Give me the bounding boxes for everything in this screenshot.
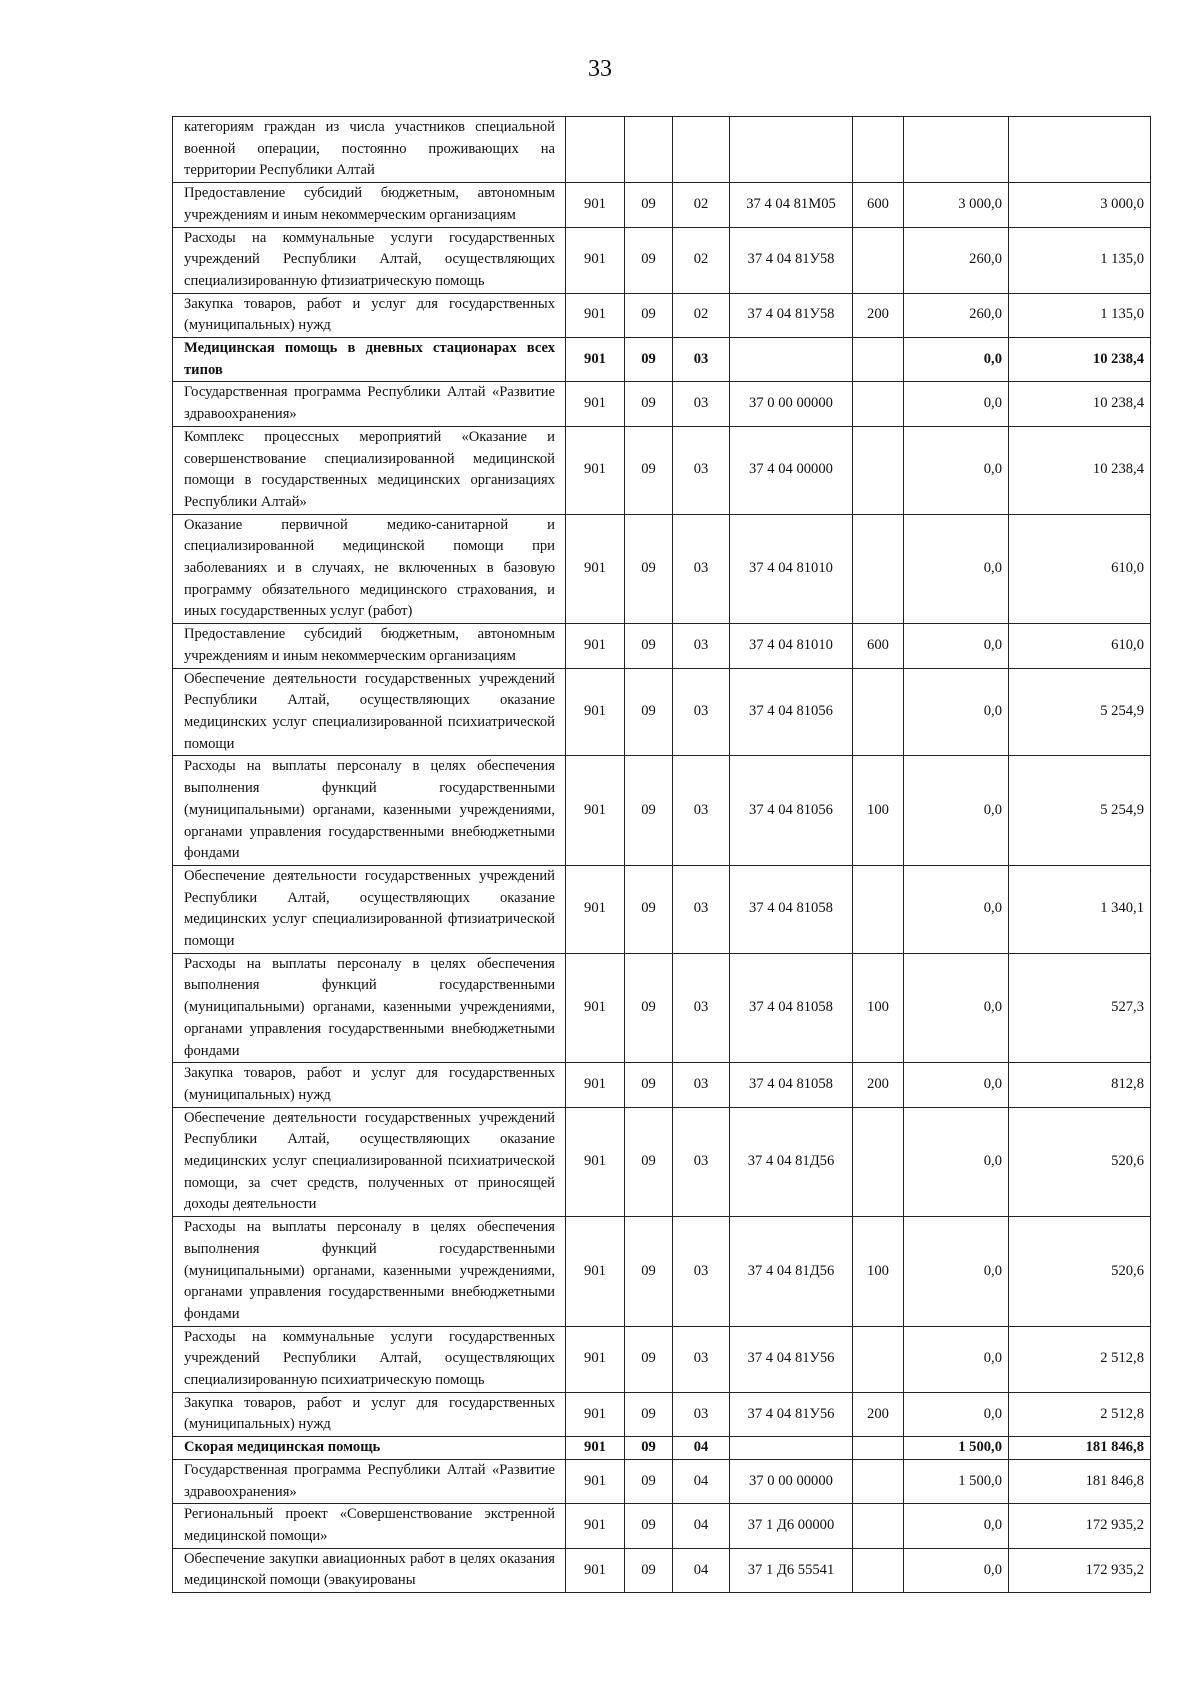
amount-year2-cell: 10 238,4 [1009,382,1151,426]
amount-year2-cell: 2 512,8 [1009,1392,1151,1436]
expense-type-cell [853,1107,904,1217]
table-row [173,1392,1151,1436]
target-article-cell: 37 4 04 81058 [730,953,853,1063]
row-name-cell: Закупка товаров, работ и услуг для государственных (муниципальных) нужд [173,1063,566,1107]
section-code-cell: 09 [625,183,673,227]
table-row [173,1217,1151,1327]
admin-code-cell: 901 [566,1459,625,1503]
subsection-code-cell [673,117,730,183]
target-article-cell: 37 4 04 81056 [730,756,853,866]
expense-type-cell [853,117,904,183]
subsection-code-cell: 02 [673,293,730,337]
table-row [173,1437,1151,1460]
row-name-cell: Расходы на коммунальные услуги государственных учреждений Республики Алтай, осуществляющих специализированную фтизиатрическую помощь [173,227,566,293]
row-name-cell: Закупка товаров, работ и услуг для государственных (муниципальных) нужд [173,1392,566,1436]
admin-code-cell: 901 [566,1063,625,1107]
amount-year1-cell: 3 000,0 [904,183,1009,227]
subsection-code-cell: 03 [673,1326,730,1392]
amount-year2-cell: 1 135,0 [1009,227,1151,293]
amount-year1-cell: 260,0 [904,293,1009,337]
amount-year1-cell: 1 500,0 [904,1437,1009,1460]
row-name-cell: Региональный проект «Совершенствование экстренной медицинской помощи» [173,1504,566,1548]
admin-code-cell: 901 [566,338,625,382]
amount-year2-cell [1009,117,1151,183]
subsection-code-cell: 03 [673,624,730,668]
subsection-code-cell: 03 [673,953,730,1063]
row-name-cell: Оказание первичной медико-санитарной и специализированной медицинской помощи при заболеваниях и в случаях, не включенных в базовую программу обязательного медицинского страхования, и иных государственных услуг (работ) [173,514,566,624]
amount-year2-cell: 172 935,2 [1009,1548,1151,1592]
subsection-code-cell: 03 [673,1217,730,1327]
amount-year1-cell: 0,0 [904,624,1009,668]
admin-code-cell: 901 [566,514,625,624]
subsection-code-cell: 03 [673,668,730,756]
table-row [173,865,1151,953]
section-code-cell: 09 [625,756,673,866]
admin-code-cell: 901 [566,1107,625,1217]
admin-code-cell: 901 [566,1437,625,1460]
table-row [173,624,1151,668]
expense-type-cell [853,1548,904,1592]
table-row [173,117,1151,183]
section-code-cell: 09 [625,338,673,382]
expense-type-cell [853,865,904,953]
amount-year1-cell: 0,0 [904,338,1009,382]
row-name-cell: Расходы на выплаты персоналу в целях обеспечения выполнения функций государственными (муниципальными) органами, казенными учреждениями, органами управления государственными внебюджетными фондами [173,1217,566,1327]
target-article-cell: 37 4 04 81У56 [730,1326,853,1392]
section-code-cell: 09 [625,227,673,293]
expense-type-cell [853,1459,904,1503]
amount-year1-cell: 0,0 [904,865,1009,953]
table-row [173,183,1151,227]
amount-year2-cell: 172 935,2 [1009,1504,1151,1548]
budget-table-body [173,117,1151,1593]
row-name-cell: категориям граждан из числа участников специальной военной операции, постоянно проживающих на территории Республики Алтай [173,117,566,183]
expense-type-cell: 100 [853,1217,904,1327]
section-code-cell: 09 [625,1326,673,1392]
admin-code-cell: 901 [566,426,625,514]
section-code-cell: 09 [625,426,673,514]
subsection-code-cell: 03 [673,382,730,426]
admin-code-cell: 901 [566,1504,625,1548]
amount-year2-cell: 520,6 [1009,1107,1151,1217]
page-number: 33 [588,56,612,82]
amount-year1-cell: 1 500,0 [904,1459,1009,1503]
admin-code-cell: 901 [566,1217,625,1327]
admin-code-cell: 901 [566,1326,625,1392]
amount-year2-cell: 610,0 [1009,514,1151,624]
amount-year2-cell: 610,0 [1009,624,1151,668]
budget-table [172,116,1151,1593]
subsection-code-cell: 03 [673,338,730,382]
expense-type-cell [853,1437,904,1460]
section-code-cell: 09 [625,514,673,624]
row-name-cell: Предоставление субсидий бюджетным, автономным учреждениям и иным некоммерческим организациям [173,183,566,227]
row-name-cell: Обеспечение закупки авиационных работ в целях оказания медицинской помощи (эвакуированы [173,1548,566,1592]
table-row [173,1548,1151,1592]
row-name-cell: Расходы на выплаты персоналу в целях обеспечения выполнения функций государственными (муниципальными) органами, казенными учреждениями, органами управления государственными внебюджетными фондами [173,953,566,1063]
row-name-cell: Расходы на коммунальные услуги государственных учреждений Республики Алтай, осуществляющих специализированную психиатрическую помощь [173,1326,566,1392]
amount-year1-cell: 0,0 [904,1107,1009,1217]
target-article-cell: 37 4 04 81У56 [730,1392,853,1436]
amount-year2-cell: 10 238,4 [1009,338,1151,382]
section-code-cell: 09 [625,624,673,668]
amount-year2-cell: 1 340,1 [1009,865,1151,953]
row-name-cell: Государственная программа Республики Алтай «Развитие здравоохранения» [173,382,566,426]
section-code-cell: 09 [625,1548,673,1592]
row-name-cell: Обеспечение деятельности государственных учреждений Республики Алтай, осуществляющих оказание медицинских услуг специализированной фтизиатрической помощи [173,865,566,953]
admin-code-cell: 901 [566,668,625,756]
amount-year2-cell: 520,6 [1009,1217,1151,1327]
row-name-cell: Закупка товаров, работ и услуг для государственных (муниципальных) нужд [173,293,566,337]
target-article-cell: 37 0 00 00000 [730,382,853,426]
target-article-cell: 37 1 Д6 55541 [730,1548,853,1592]
table-row [173,514,1151,624]
table-row [173,1504,1151,1548]
expense-type-cell [853,382,904,426]
target-article-cell: 37 4 04 81010 [730,624,853,668]
subsection-code-cell: 04 [673,1504,730,1548]
amount-year2-cell: 10 238,4 [1009,426,1151,514]
amount-year2-cell: 181 846,8 [1009,1459,1151,1503]
expense-type-cell: 600 [853,624,904,668]
admin-code-cell: 901 [566,1392,625,1436]
subsection-code-cell: 02 [673,227,730,293]
subsection-code-cell: 04 [673,1437,730,1460]
expense-type-cell: 200 [853,293,904,337]
row-name-cell: Обеспечение деятельности государственных учреждений Республики Алтай, осуществляющих оказание медицинских услуг специализированной психиатрической помощи, за счет средств, полученных от приносящей доходы деятельности [173,1107,566,1217]
expense-type-cell: 600 [853,183,904,227]
target-article-cell: 37 0 00 00000 [730,1459,853,1503]
row-name-cell: Обеспечение деятельности государственных учреждений Республики Алтай, осуществляющих оказание медицинских услуг специализированной психиатрической помощи [173,668,566,756]
subsection-code-cell: 03 [673,865,730,953]
section-code-cell: 09 [625,1063,673,1107]
amount-year1-cell: 0,0 [904,668,1009,756]
target-article-cell: 37 4 04 81У58 [730,227,853,293]
amount-year2-cell: 2 512,8 [1009,1326,1151,1392]
amount-year1-cell: 0,0 [904,1063,1009,1107]
table-row [173,668,1151,756]
section-code-cell: 09 [625,1392,673,1436]
section-code-cell: 09 [625,1107,673,1217]
subsection-code-cell: 03 [673,1392,730,1436]
section-code-cell: 09 [625,382,673,426]
amount-year1-cell: 0,0 [904,1504,1009,1548]
subsection-code-cell: 04 [673,1459,730,1503]
target-article-cell: 37 4 04 81У58 [730,293,853,337]
amount-year1-cell: 0,0 [904,1217,1009,1327]
section-code-cell: 09 [625,953,673,1063]
amount-year1-cell: 0,0 [904,756,1009,866]
admin-code-cell: 901 [566,953,625,1063]
section-code-cell: 09 [625,668,673,756]
subsection-code-cell: 03 [673,1063,730,1107]
amount-year1-cell: 0,0 [904,1548,1009,1592]
expense-type-cell [853,1326,904,1392]
section-code-cell [625,117,673,183]
amount-year2-cell: 181 846,8 [1009,1437,1151,1460]
row-name-cell: Медицинская помощь в дневных стационарах всех типов [173,338,566,382]
target-article-cell [730,117,853,183]
amount-year1-cell: 0,0 [904,1392,1009,1436]
target-article-cell: 37 4 04 81056 [730,668,853,756]
target-article-cell: 37 4 04 81058 [730,1063,853,1107]
row-name-cell: Скорая медицинская помощь [173,1437,566,1460]
expense-type-cell [853,338,904,382]
subsection-code-cell: 03 [673,1107,730,1217]
amount-year1-cell: 0,0 [904,514,1009,624]
target-article-cell: 37 1 Д6 00000 [730,1504,853,1548]
subsection-code-cell: 04 [673,1548,730,1592]
subsection-code-cell: 03 [673,756,730,866]
target-article-cell: 37 4 04 81М05 [730,183,853,227]
admin-code-cell [566,117,625,183]
admin-code-cell: 901 [566,382,625,426]
amount-year1-cell: 0,0 [904,1326,1009,1392]
expense-type-cell: 200 [853,1063,904,1107]
section-code-cell: 09 [625,293,673,337]
target-article-cell: 37 4 04 81010 [730,514,853,624]
amount-year2-cell: 3 000,0 [1009,183,1151,227]
amount-year2-cell: 5 254,9 [1009,756,1151,866]
expense-type-cell: 200 [853,1392,904,1436]
section-code-cell: 09 [625,1459,673,1503]
table-row [173,1326,1151,1392]
admin-code-cell: 901 [566,624,625,668]
amount-year2-cell: 1 135,0 [1009,293,1151,337]
expense-type-cell: 100 [853,756,904,866]
amount-year2-cell: 527,3 [1009,953,1151,1063]
admin-code-cell: 901 [566,183,625,227]
table-row [173,953,1151,1063]
admin-code-cell: 901 [566,756,625,866]
table-row [173,1063,1151,1107]
expense-type-cell [853,426,904,514]
section-code-cell: 09 [625,1437,673,1460]
expense-type-cell [853,668,904,756]
target-article-cell [730,338,853,382]
amount-year1-cell: 0,0 [904,382,1009,426]
row-name-cell: Предоставление субсидий бюджетным, автономным учреждениям и иным некоммерческим организациям [173,624,566,668]
admin-code-cell: 901 [566,865,625,953]
row-name-cell: Государственная программа Республики Алтай «Развитие здравоохранения» [173,1459,566,1503]
subsection-code-cell: 03 [673,514,730,624]
amount-year1-cell: 260,0 [904,227,1009,293]
target-article-cell: 37 4 04 81058 [730,865,853,953]
amount-year2-cell: 812,8 [1009,1063,1151,1107]
section-code-cell: 09 [625,1217,673,1327]
admin-code-cell: 901 [566,1548,625,1592]
amount-year1-cell: 0,0 [904,426,1009,514]
amount-year1-cell [904,117,1009,183]
table-row [173,1459,1151,1503]
amount-year1-cell: 0,0 [904,953,1009,1063]
amount-year2-cell: 5 254,9 [1009,668,1151,756]
table-row [173,338,1151,382]
admin-code-cell: 901 [566,227,625,293]
subsection-code-cell: 03 [673,426,730,514]
table-row [173,293,1151,337]
target-article-cell [730,1437,853,1460]
subsection-code-cell: 02 [673,183,730,227]
target-article-cell: 37 4 04 00000 [730,426,853,514]
admin-code-cell: 901 [566,293,625,337]
expense-type-cell [853,227,904,293]
row-name-cell: Расходы на выплаты персоналу в целях обеспечения выполнения функций государственными (муниципальными) органами, казенными учреждениями, органами управления государственными внебюджетными фондами [173,756,566,866]
table-row [173,382,1151,426]
table-row [173,1107,1151,1217]
row-name-cell: Комплекс процессных мероприятий «Оказание и совершенствование специализированной медицинской помощи в государственных медицинских организациях Республики Алтай» [173,426,566,514]
target-article-cell: 37 4 04 81Д56 [730,1107,853,1217]
table-row [173,426,1151,514]
target-article-cell: 37 4 04 81Д56 [730,1217,853,1327]
expense-type-cell [853,1504,904,1548]
table-row [173,756,1151,866]
section-code-cell: 09 [625,1504,673,1548]
section-code-cell: 09 [625,865,673,953]
expense-type-cell [853,514,904,624]
table-row [173,227,1151,293]
expense-type-cell: 100 [853,953,904,1063]
